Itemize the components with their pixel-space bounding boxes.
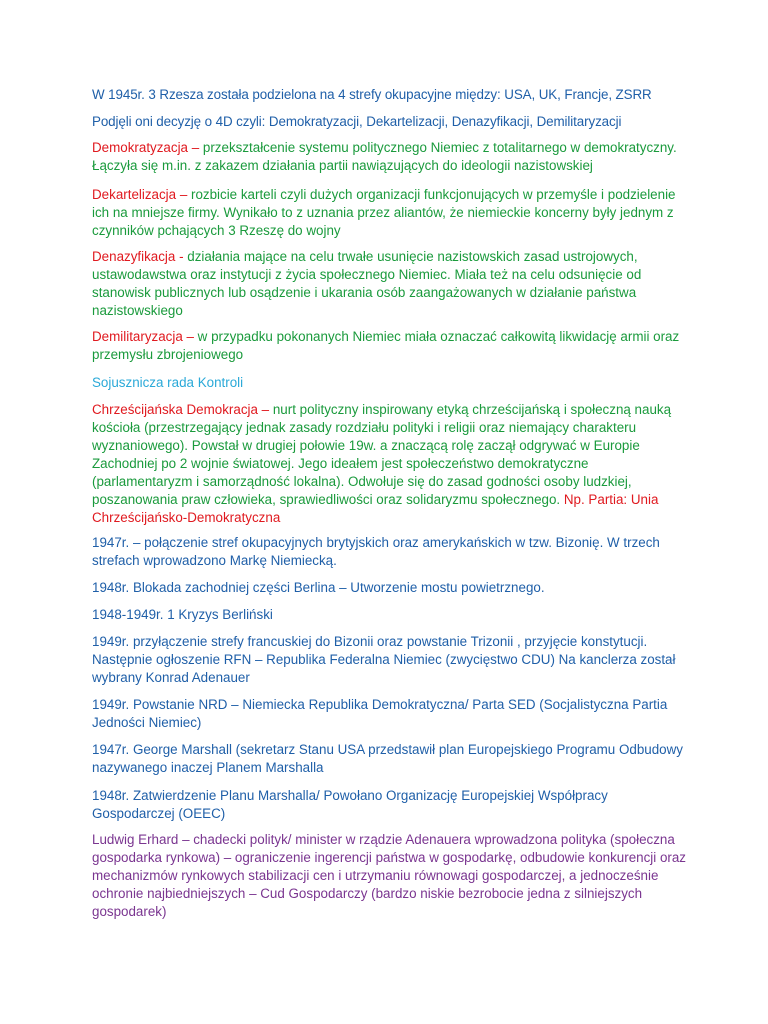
paragraph-1947-marshall: 1947r. George Marshall (sekretarz Stanu USA przedstawił plan Europejskiego Programu Odbudowy nazywanego inaczej Planem Marshalla bbox=[92, 742, 683, 775]
paragraph-denazification bbox=[92, 248, 692, 320]
paragraph-1949-rfn: 1949r. przyłączenie strefy francuskiej do Bizonii oraz powstanie Trizonii , przyjęcie konstytucji. Następnie ogłoszenie RFN – Republika Federalna Niemiec (zwycięstwo CDU) Na kanclerza został wybrany Konrad Adenauer bbox=[92, 634, 676, 685]
example-party: Np. Partia: Unia Chrześcijańsko-Demokratyczna bbox=[92, 492, 659, 525]
paragraph-1948-oeec: 1948r. Zatwierdzenie Planu Marshalla/ Powołano Organizację Europejskiej Współpracy Gospodarczej (OEEC) bbox=[92, 788, 608, 821]
definition-demilitarization: w przypadku pokonanych Niemiec miała oznaczać całkowitą likwidację armii oraz przemysłu zbrojeniowego bbox=[92, 329, 680, 362]
term-demilitarization: Demilitaryzacja – bbox=[92, 329, 194, 344]
term-decartelization: Dekartelizacja – bbox=[92, 187, 188, 202]
definition-democratization: przekształcenie systemu politycznego Niemiec z totalitarnego w demokratyczny. Łączyła się m.in. z zakazem działania partii nawiązujących do ideologii nazistowskiej bbox=[92, 140, 677, 173]
term-denazification: Denazyfikacja - bbox=[92, 249, 184, 264]
paragraph-allied-control-council: Sojusznicza rada Kontroli bbox=[92, 375, 244, 390]
paragraph-1948-berlin-blockade: 1948r. Blokada zachodniej części Berlina – Utworzenie mostu powietrznego. bbox=[92, 580, 545, 595]
paragraph-christian-democracy bbox=[92, 401, 692, 527]
paragraph-berlin-crisis: 1948-1949r. 1 Kryzys Berliński bbox=[92, 607, 273, 622]
paragraph-1947-bizonia: 1947r. – połączenie stref okupacyjnych brytyjskich oraz amerykańskich w tzw. Bizonię. W trzech strefach wprowadzono Markę Niemiecką. bbox=[92, 535, 660, 568]
definition-decartelization: rozbicie karteli czyli dużych organizacji funkcjonujących w przemyśle i podzielenie ich na mniejsze firmy. Wynikało to z uznania przez aliantów, że niemieckie koncerny były jednym z czynników pchających 3 Rzeszę do wojny bbox=[92, 187, 676, 238]
definition-denazification: działania mające na celu trwałe usunięcie nazistowskich zasad ustrojowych, ustawodawstwa oraz instytucji z życia społecznego Niemiec. Miała też na celu odsunięcie od stanowisk publicznych lub osądzenie i ukarania osób zaangażowanych w działanie państwa nazistowskiego bbox=[92, 249, 642, 318]
paragraph-1949-nrd: 1949r. Powstanie NRD – Niemiecka Republika Demokratyczna/ Parta SED (Socjalistyczna Partia Jedności Niemiec) bbox=[92, 697, 668, 730]
term-christian-democracy: Chrześcijańska Demokracja – bbox=[92, 402, 270, 417]
paragraph-democratization bbox=[92, 139, 692, 175]
definition-christian-democracy: nurt polityczny inspirowany etyką chrześcijańską i społeczną nauką kościoła (przestrzegający jednak zasady rozdziału polityki i religii oraz niemający charakteru wyznaniowego). Powstał w drugiej połowie 19w. a znaczącą rolę zaczął odgrywać w Europie Zachodniej po 2 wojnie światowej. Jego ideałem jest społeczeństwo demokratyczne (parlamentaryzm i samorządność lokalna). Odwołuje się do zasad godności osoby ludzkiej, poszanowania praw człowieka, sprawiedliwości oraz solidaryzmu społecznego. bbox=[92, 402, 672, 507]
paragraph-demilitarization bbox=[92, 328, 692, 364]
term-democratization: Demokratyzacja – bbox=[92, 140, 200, 155]
paragraph-occupation-zones: W 1945r. 3 Rzesza została podzielona na 4 strefy okupacyjne między: USA, UK, Francje, ZSRR bbox=[92, 87, 652, 102]
paragraph-ludwig-erhard: Ludwig Erhard – chadecki polityk/ minister w rządzie Adenauera wprowadzona polityka (społeczna gospodarka rynkowa) – ograniczenie ingerencji państwa w gospodarkę, odbudowie konkurencji oraz mechanizmów rynkowych stabilizacji cen i utrzymaniu równowagi gospodarczej, a jednocześnie ochronie najbiedniejszych – Cud Gospodarczy (bardzo niskie bezrobocie jedna z silniejszych gospodarek) bbox=[92, 832, 687, 919]
paragraph-4d-decision: Podjęli oni decyzję o 4D czyli: Demokratyzacji, Dekartelizacji, Denazyfikacji, Demilitaryzacji bbox=[92, 114, 622, 129]
paragraph-decartelization bbox=[92, 186, 692, 240]
